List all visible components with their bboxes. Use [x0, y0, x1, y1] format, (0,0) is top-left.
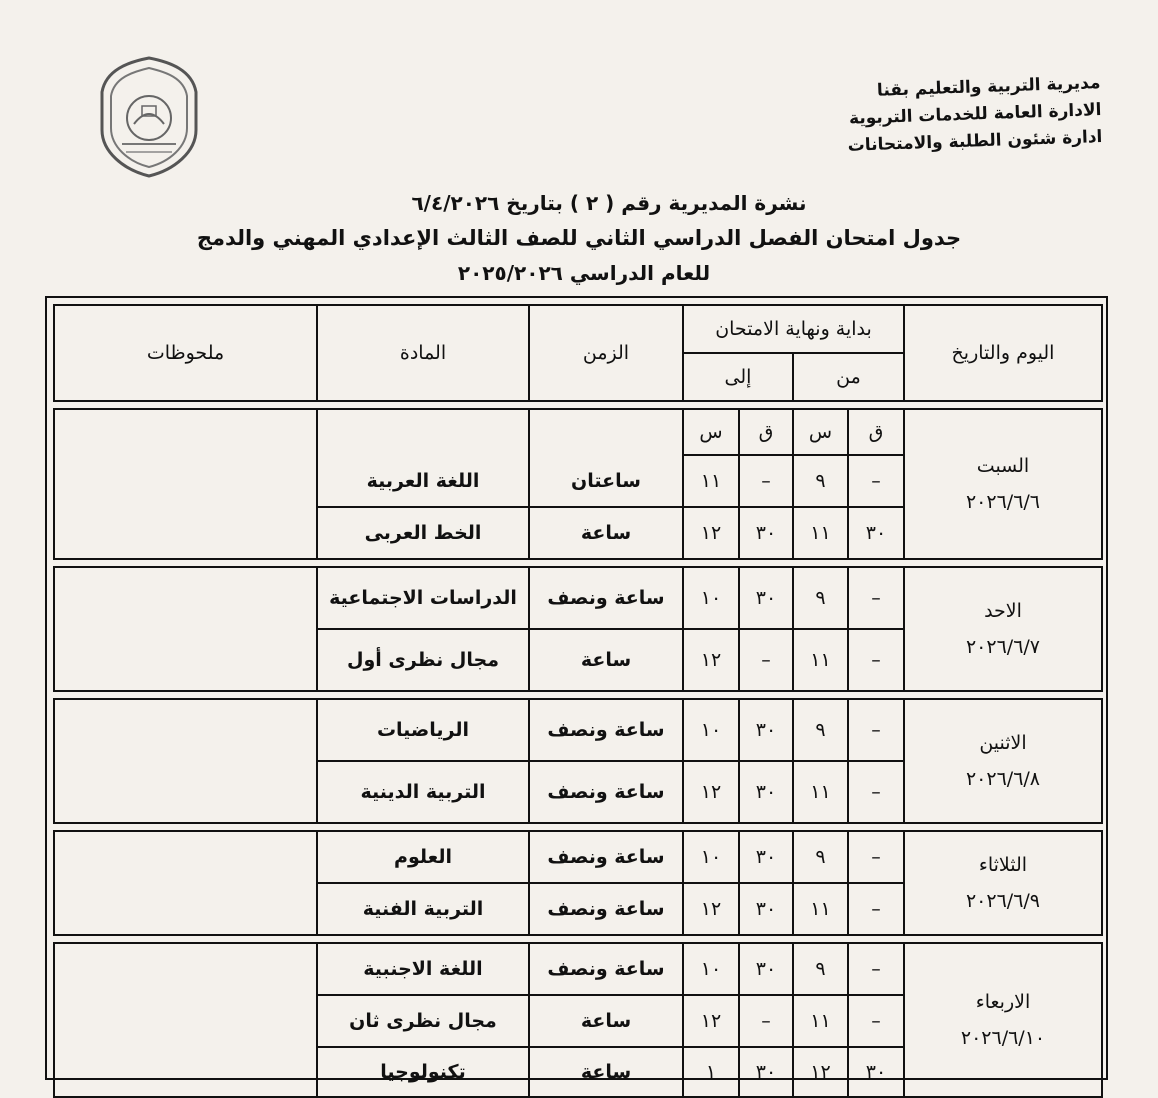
from-hours-cell: ١١ — [793, 995, 848, 1047]
to-minutes-cell: – — [739, 629, 793, 691]
to-minutes-cell: ٣٠ — [739, 1047, 793, 1097]
from-hours-cell: ٩ — [793, 943, 848, 995]
day-name: الاحد — [984, 600, 1022, 622]
from-minutes-cell: – — [848, 831, 904, 883]
to-hours-cell: ١٠ — [683, 943, 739, 995]
duration-cell: ساعة ونصف — [529, 831, 683, 883]
notes-cell — [54, 943, 317, 1097]
subject-cell: مجال نظرى أول — [317, 629, 529, 691]
to-hours-cell: ١٢ — [683, 883, 739, 935]
from-minutes-cell: – — [848, 883, 904, 935]
notes-cell — [54, 831, 317, 935]
header-line-directorate: مديرية التربية والتعليم بقنا — [876, 72, 1101, 101]
row-gap — [54, 823, 1102, 831]
to-hours-cell: ١٢ — [683, 507, 739, 559]
subject-cell: الدراسات الاجتماعية — [317, 567, 529, 629]
from-hours-cell: ٩ — [793, 699, 848, 761]
subject-cell: اللغة العربية — [317, 455, 529, 507]
row-gap — [54, 691, 1102, 699]
subject-cell: التربية الدينية — [317, 761, 529, 823]
subject-cell: الخط العربى — [317, 507, 529, 559]
day-date: ٢٠٢٦/٦/٨ — [965, 768, 1041, 790]
header-subject: المادة — [317, 305, 529, 401]
to-hours-cell: ١ — [683, 1047, 739, 1097]
duration-cell: ساعة ونصف — [529, 883, 683, 935]
to-hours-cell: ١٠ — [683, 699, 739, 761]
from-minutes-cell: – — [848, 761, 904, 823]
day-cell — [904, 409, 1102, 559]
day-name: الاربعاء — [975, 991, 1031, 1013]
subject-cell: الرياضيات — [317, 699, 529, 761]
to-minutes-cell: ٣٠ — [739, 507, 793, 559]
from-hours-cell: ١١ — [793, 883, 848, 935]
to-minutes-cell: ٣٠ — [739, 943, 793, 995]
day-date: ٢٠٢٦/٦/١٠ — [960, 1027, 1046, 1049]
day-cell — [904, 699, 1102, 823]
header-duration: الزمن — [529, 305, 683, 401]
from-minutes-cell: ٣٠ — [848, 507, 904, 559]
duration-cell: ساعة ونصف — [529, 943, 683, 995]
day-date: ٢٠٢٦/٦/٦ — [965, 491, 1041, 513]
notes-cell — [54, 455, 317, 559]
day-cell — [904, 567, 1102, 691]
empty-cell — [529, 409, 683, 455]
subject-cell: مجال نظرى ثان — [317, 995, 529, 1047]
from-hours-cell: ١٢ — [793, 1047, 848, 1097]
to-hours-cell: ١٠ — [683, 831, 739, 883]
day-date: ٢٠٢٦/٦/٧ — [965, 636, 1041, 658]
from-minutes-cell: – — [848, 995, 904, 1047]
from-hours-cell: ٩ — [793, 567, 848, 629]
from-hours-cell: ١١ — [793, 629, 848, 691]
header-to: إلى — [683, 353, 793, 401]
from-minutes-cell: – — [848, 629, 904, 691]
to-minutes-label: ق — [739, 409, 793, 455]
from-hours-cell: ١١ — [793, 507, 848, 559]
row-gap — [54, 559, 1102, 567]
day-date: ٢٠٢٦/٦/٩ — [965, 890, 1041, 912]
duration-cell: ساعة ونصف — [529, 699, 683, 761]
empty-cell — [54, 409, 317, 455]
to-hours-cell: ١٢ — [683, 995, 739, 1047]
schedule-row — [54, 943, 1102, 995]
to-hours-cell: ١٢ — [683, 629, 739, 691]
day-cell — [904, 831, 1102, 935]
document-titles — [0, 186, 1158, 290]
duration-cell: ساعة — [529, 995, 683, 1047]
from-minutes-cell: – — [848, 567, 904, 629]
duration-cell: ساعة ونصف — [529, 567, 683, 629]
header-day-date: اليوم والتاريخ — [904, 305, 1102, 401]
day-name: الاثنين — [979, 732, 1027, 754]
from-minutes-cell: – — [848, 699, 904, 761]
header-line-affairs: ادارة شئون الطلبة والامتحانات — [847, 126, 1103, 156]
day-cell — [904, 943, 1102, 1097]
to-hours-cell: ١٠ — [683, 567, 739, 629]
to-minutes-cell: ٣٠ — [739, 761, 793, 823]
header-notes: ملحوظات — [54, 305, 317, 401]
directorate-seal-icon — [92, 52, 207, 182]
duration-cell: ساعة — [529, 629, 683, 691]
to-minutes-cell: ٣٠ — [739, 567, 793, 629]
from-hours-cell: ١١ — [793, 761, 848, 823]
to-hours-cell: ١١ — [683, 455, 739, 507]
subject-cell: العلوم — [317, 831, 529, 883]
subject-cell: اللغة الاجنبية — [317, 943, 529, 995]
notes-cell — [54, 567, 317, 691]
from-minutes-cell: – — [848, 455, 904, 507]
duration-cell: ساعة — [529, 507, 683, 559]
header-line-general-admin: الادارة العامة للخدمات التربوية — [848, 99, 1102, 129]
to-minutes-cell: – — [739, 455, 793, 507]
to-minutes-cell: ٣٠ — [739, 883, 793, 935]
academic-year-title: للعام الدراسي ٢٠٢٥/٢٠٢٦ — [457, 261, 711, 285]
to-hours-cell: ١٢ — [683, 761, 739, 823]
duration-cell: ساعة — [529, 1047, 683, 1097]
schedule-row — [54, 699, 1102, 761]
to-minutes-cell: ٣٠ — [739, 831, 793, 883]
exam-schedule-table — [53, 304, 1103, 1098]
duration-cell: ساعتان — [529, 455, 683, 507]
from-minutes-cell: – — [848, 943, 904, 995]
directorate-header — [770, 70, 1103, 162]
row-gap — [54, 935, 1102, 943]
subject-cell: التربية الفنية — [317, 883, 529, 935]
bulletin-title: نشرة المديرية رقم ( ٢ ) بتاريخ ٦/٤/٢٠٢٦ — [411, 191, 807, 215]
from-hours-cell: ٩ — [793, 831, 848, 883]
row-gap — [54, 401, 1102, 409]
notes-cell — [54, 699, 317, 823]
duration-cell: ساعة ونصف — [529, 761, 683, 823]
from-minutes-label: ق — [848, 409, 904, 455]
from-hours-cell: ٩ — [793, 455, 848, 507]
day-name: السبت — [976, 455, 1030, 477]
to-minutes-cell: ٣٠ — [739, 699, 793, 761]
header-start-end: بداية ونهاية الامتحان — [683, 305, 904, 353]
empty-cell — [317, 409, 529, 455]
schedule-row — [54, 831, 1102, 883]
from-minutes-cell: ٣٠ — [848, 1047, 904, 1097]
from-hours-label: س — [793, 409, 848, 455]
schedule-row — [54, 567, 1102, 629]
day-name: الثلاثاء — [978, 854, 1028, 876]
to-minutes-cell: – — [739, 995, 793, 1047]
schedule-title: جدول امتحان الفصل الدراسي الثاني للصف الثالث الإعدادي المهني والدمج — [196, 226, 962, 250]
header-from: من — [793, 353, 904, 401]
to-hours-label: س — [683, 409, 739, 455]
subject-cell: تكنولوجيا — [317, 1047, 529, 1097]
